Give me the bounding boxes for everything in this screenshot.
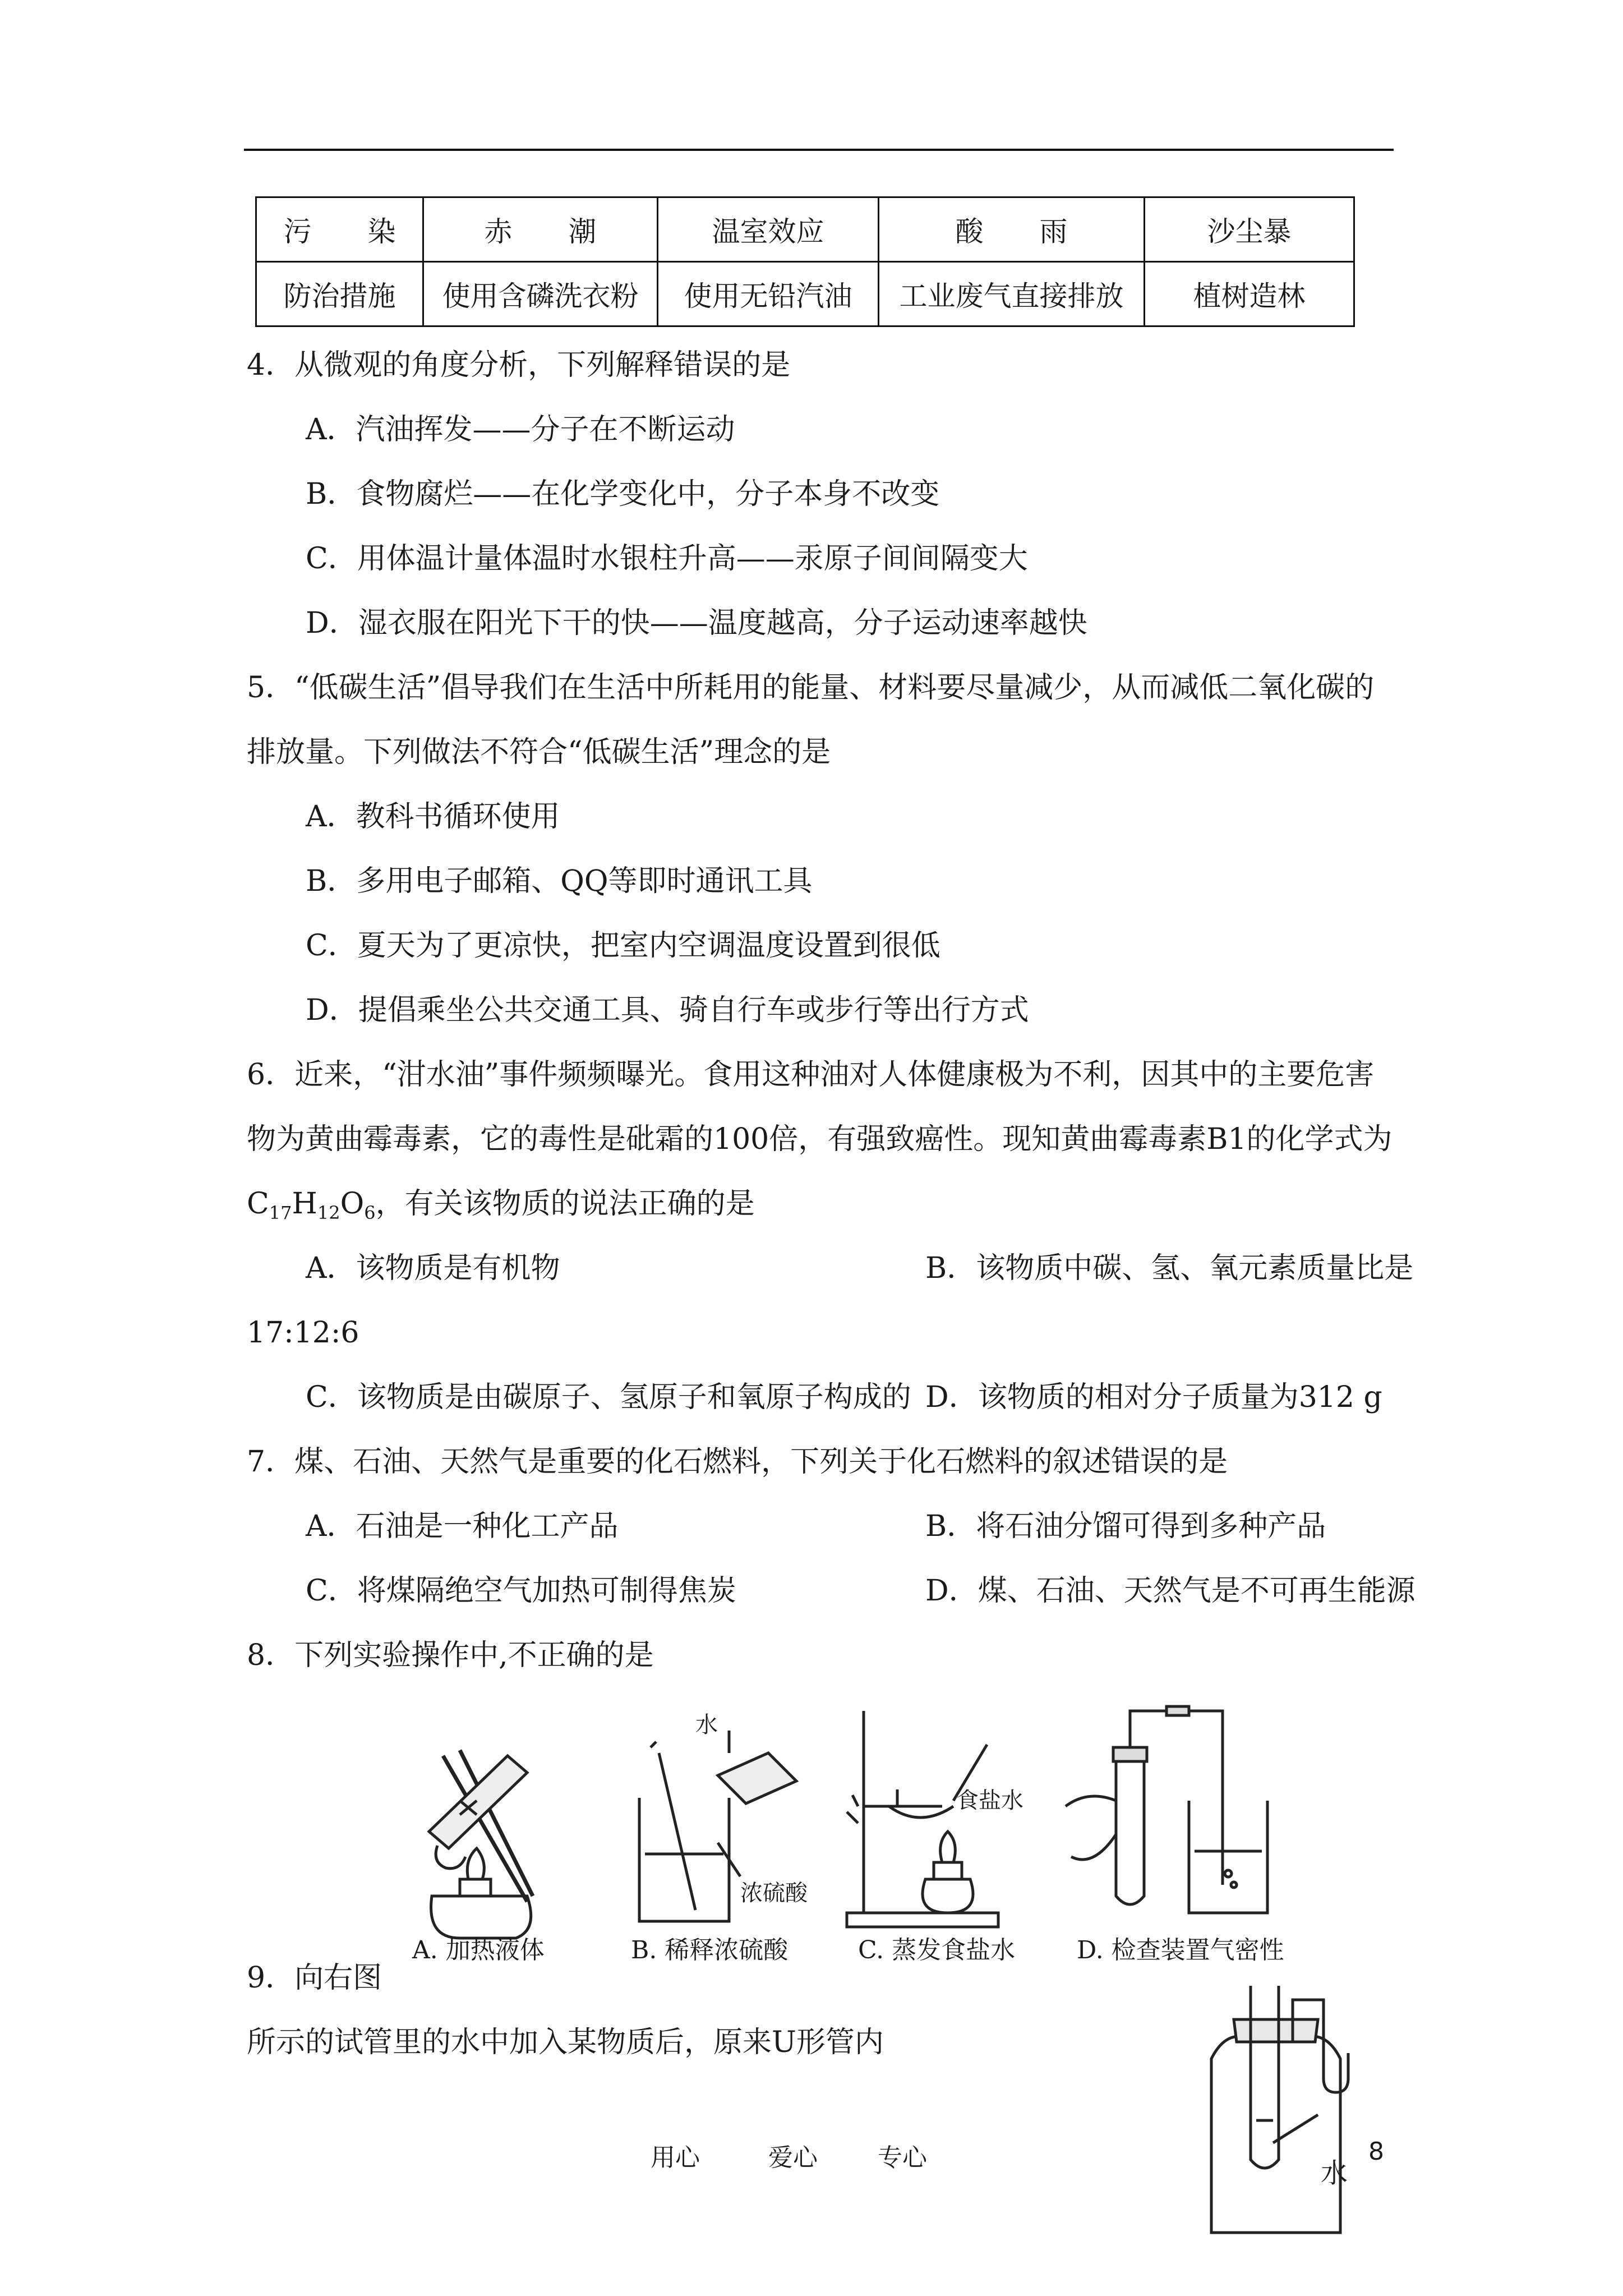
q6-option-b-cont: 17:12:6	[247, 1316, 359, 1350]
airtightness-check-illustration	[1054, 1700, 1290, 1932]
formula-hydrogen-subscript: 12	[317, 1202, 340, 1223]
label-water: 水	[695, 1712, 718, 1738]
formula-carbon-subscript: 17	[269, 1202, 292, 1223]
question-8-stem: 8．下列实验操作中,不正确的是	[247, 1639, 654, 1672]
q5-option-b: B．多用电子邮箱、QQ等即时通讯工具	[306, 864, 813, 898]
formula-hydrogen: H	[292, 1187, 317, 1221]
question-5-stem-cont: 排放量。下列做法不符合“低碳生活”理念的是	[247, 735, 831, 769]
q7-option-a: A．石油是一种化工产品	[306, 1510, 619, 1543]
table-cell: 防治措施	[256, 262, 423, 326]
q4-option-d: D．湿衣服在阳光下干的快——温度越高，分子运动速率越快	[306, 606, 1087, 640]
table-cell: 酸 雨	[879, 197, 1145, 262]
q5-option-a: A．教科书循环使用	[306, 800, 560, 834]
q4-option-b: B．食物腐烂——在化学变化中，分子本身不改变	[306, 477, 940, 511]
footer-text-left: 用心	[651, 2143, 700, 2172]
q7-option-c: C．将煤隔绝空气加热可制得焦炭	[306, 1574, 736, 1608]
table-row	[256, 262, 1354, 326]
table-cell: 温室效应	[658, 197, 879, 262]
table-cell: 工业废气直接排放	[879, 262, 1145, 326]
question-5-stem: 5．“低碳生活”倡导我们在生活中所耗用的能量、材料要尽量减少，从而减低二氧化碳的	[247, 671, 1375, 705]
figure-caption-b: B. 稀释浓硫酸	[631, 1936, 789, 1964]
q7-option-d: D．煤、石油、天然气是不可再生能源	[925, 1574, 1415, 1608]
label-salt-water: 食盐水	[956, 1788, 1023, 1814]
footer-text-right: 专心	[878, 2143, 927, 2172]
table-row	[256, 197, 1354, 262]
u-tube-bottle-illustration	[1189, 1975, 1385, 2238]
q5-option-c: C．夏天为了更凉快，把室内空调温度设置到很低	[306, 929, 940, 963]
formula-oxygen-subscript: 6	[364, 1202, 376, 1223]
diluting-acid-illustration	[617, 1708, 841, 1932]
heating-liquid-illustration	[393, 1717, 606, 1941]
table-cell: 使用含磷洗衣粉	[423, 262, 658, 326]
table-cell: 沙尘暴	[1145, 197, 1354, 262]
q6-option-c: C．该物质是由碳原子、氢原子和氧原子构成的	[306, 1381, 911, 1414]
figure-caption-a: A. 加热液体	[412, 1936, 545, 1964]
question-6-formula-line	[247, 1189, 755, 1222]
q6-option-b: B．该物质中碳、氢、氧元素质量比是	[925, 1251, 1414, 1285]
q7-option-b: B．将石油分馏可得到多种产品	[925, 1510, 1326, 1543]
question-7-stem: 7．煤、石油、天然气是重要的化石燃料，下列关于化石燃料的叙述错误的是	[247, 1445, 1228, 1479]
label-water-bottle: 水	[1321, 2157, 1348, 2189]
formula-carbon: C	[247, 1187, 269, 1221]
question-6-stem-cont: 物为黄曲霉毒素，它的毒性是砒霜的100倍，有强致癌性。现知黄曲霉毒素B1的化学式为	[247, 1122, 1393, 1156]
figure-caption-c: C. 蒸发食盐水	[858, 1936, 1016, 1964]
q6-option-d: D．该物质的相对分子质量为312 g	[925, 1381, 1382, 1414]
table-cell: 植树造林	[1145, 262, 1354, 326]
q5-option-d: D．提倡乘坐公共交通工具、骑自行车或步行等出行方式	[306, 993, 1029, 1027]
pollution-table	[255, 196, 1355, 327]
figure-caption-d: D. 检查装置气密性	[1077, 1936, 1284, 1964]
q4-option-c: C．用体温计量体温时水银柱升高——汞原子间间隔变大	[306, 542, 1028, 576]
question-4-stem: 4．从微观的角度分析，下列解释错误的是	[247, 348, 791, 382]
footer-text-middle: 爱心	[768, 2143, 818, 2172]
header-rule	[244, 149, 1394, 151]
q4-option-a: A．汽油挥发——分子在不断运动	[306, 413, 735, 447]
table-cell: 使用无铅汽油	[658, 262, 879, 326]
table-cell: 污 染	[256, 197, 423, 262]
question-6-stem-rest: ，有关该物质的说法正确的是	[375, 1187, 755, 1221]
page-number: 8	[1368, 2137, 1384, 2166]
question-6-stem: 6．近来，“泔水油”事件频频曝光。食用这种油对人体健康极为不利，因其中的主要危害	[247, 1058, 1375, 1092]
q6-option-a: A．该物质是有机物	[306, 1251, 560, 1285]
formula-oxygen: O	[340, 1187, 365, 1221]
question-9-stem: 9．向右图	[247, 1961, 382, 1995]
question-9-stem-cont: 所示的试管里的水中加入某物质后，原来U形管内	[247, 2026, 884, 2059]
table-cell: 赤 潮	[423, 197, 658, 262]
label-concentrated-acid: 浓硫酸	[740, 1880, 808, 1906]
